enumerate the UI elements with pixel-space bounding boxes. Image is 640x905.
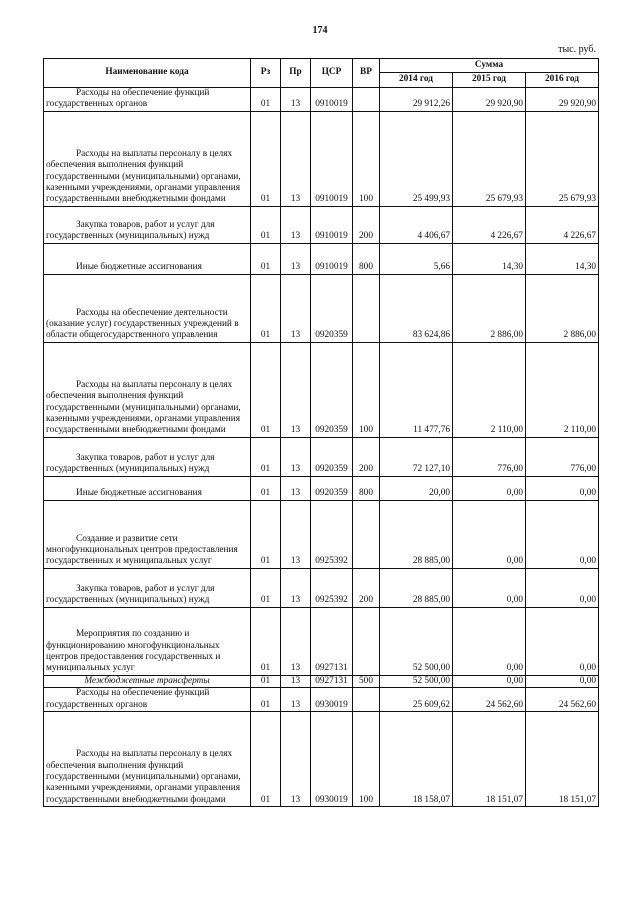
- row-rz: 01: [251, 500, 281, 568]
- row-csr: 0927131: [311, 607, 353, 675]
- row-pr: 13: [281, 274, 311, 342]
- row-pr: 13: [281, 688, 311, 712]
- row-2014: 52 500,00: [380, 607, 453, 675]
- row-rz: 01: [251, 243, 281, 274]
- table-row: [44, 500, 599, 568]
- row-csr: 0910019: [311, 243, 353, 274]
- row-name: Закупка товаров, работ и услуг для государственных (муниципальных) нужд: [44, 206, 251, 243]
- row-name: Расходы на обеспечение функций государственных органов: [44, 688, 251, 712]
- row-name: Иные бюджетные ассигнования: [44, 476, 251, 500]
- row-2015: 25 679,93: [453, 111, 526, 206]
- row-name: Закупка товаров, работ и услуг для государственных (муниципальных) нужд: [44, 568, 251, 607]
- row-csr: 0930019: [311, 688, 353, 712]
- row-2014: 72 127,10: [380, 437, 453, 476]
- row-2014: 52 500,00: [380, 675, 453, 687]
- row-pr: 13: [281, 675, 311, 687]
- col-header-rz: Рз: [251, 59, 281, 88]
- row-vr: 500: [353, 675, 380, 687]
- row-csr: 0910019: [311, 206, 353, 243]
- row-2015: 0,00: [453, 675, 526, 687]
- row-2015: 18 151,07: [453, 712, 526, 807]
- row-rz: 01: [251, 607, 281, 675]
- units-label: тыс. руб.: [558, 44, 596, 55]
- row-vr: 800: [353, 476, 380, 500]
- row-vr: 200: [353, 437, 380, 476]
- row-2016: 18 151,07: [526, 712, 599, 807]
- row-2015: 0,00: [453, 568, 526, 607]
- row-2016: 2 110,00: [526, 342, 599, 437]
- row-pr: 13: [281, 243, 311, 274]
- row-2016: 25 679,93: [526, 111, 599, 206]
- row-pr: 13: [281, 87, 311, 111]
- row-2016: 0,00: [526, 500, 599, 568]
- row-rz: 01: [251, 274, 281, 342]
- row-rz: 01: [251, 111, 281, 206]
- row-pr: 13: [281, 500, 311, 568]
- row-2014: 29 912,26: [380, 87, 453, 111]
- row-name: Расходы на выплаты персоналу в целях обеспечения выполнения функций государственными (муниципальными) органами, казенными учреждениями, органами управления государственными внебюджетными фондами: [44, 712, 251, 807]
- row-name: Расходы на выплаты персоналу в целях обеспечения выполнения функций государственными (муниципальными) органами, казенными учреждениями, органами управления государственными внебюджетными фондами: [44, 342, 251, 437]
- row-vr: 200: [353, 568, 380, 607]
- table-row: [44, 712, 599, 807]
- table-row: [44, 274, 599, 342]
- row-vr: 100: [353, 712, 380, 807]
- table-row: [44, 688, 599, 712]
- table-row: [44, 675, 599, 687]
- col-header-2014: 2014 год: [380, 73, 453, 87]
- row-2014: 11 477,76: [380, 342, 453, 437]
- col-header-pr: Пр: [281, 59, 311, 88]
- table-row: [44, 243, 599, 274]
- table-row: [44, 476, 599, 500]
- row-2015: 29 920,90: [453, 87, 526, 111]
- row-vr: [353, 87, 380, 111]
- row-vr: [353, 274, 380, 342]
- row-pr: 13: [281, 206, 311, 243]
- row-2016: 14,30: [526, 243, 599, 274]
- row-pr: 13: [281, 437, 311, 476]
- row-2014: 28 885,00: [380, 500, 453, 568]
- row-csr: 0920359: [311, 274, 353, 342]
- row-2014: 5,66: [380, 243, 453, 274]
- row-2015: 776,00: [453, 437, 526, 476]
- row-csr: 0920359: [311, 342, 353, 437]
- row-pr: 13: [281, 568, 311, 607]
- row-vr: [353, 500, 380, 568]
- row-pr: 13: [281, 111, 311, 206]
- row-2016: 0,00: [526, 568, 599, 607]
- row-vr: [353, 607, 380, 675]
- row-2015: 0,00: [453, 607, 526, 675]
- row-csr: 0927131: [311, 675, 353, 687]
- row-2016: 24 562,60: [526, 688, 599, 712]
- row-vr: 100: [353, 111, 380, 206]
- row-2014: 28 885,00: [380, 568, 453, 607]
- row-name: Мероприятия по созданию и функционированию многофункциональных центров предоставления государственных и муниципальных услуг: [44, 607, 251, 675]
- row-2016: 0,00: [526, 476, 599, 500]
- row-name: Иные бюджетные ассигнования: [44, 243, 251, 274]
- row-name: Закупка товаров, работ и услуг для государственных (муниципальных) нужд: [44, 437, 251, 476]
- row-2014: 83 624,86: [380, 274, 453, 342]
- row-name: Межбюджетные трансферты: [44, 675, 251, 687]
- row-csr: 0920359: [311, 437, 353, 476]
- row-2014: 25 499,93: [380, 111, 453, 206]
- table-row: [44, 342, 599, 437]
- row-rz: 01: [251, 342, 281, 437]
- row-rz: 01: [251, 437, 281, 476]
- row-name: Расходы на выплаты персоналу в целях обеспечения выполнения функций государственными (муниципальными) органами, казенными учреждениями, органами управления государственными внебюджетными фондами: [44, 111, 251, 206]
- row-name: Создание и развитие сети многофункциональных центров предоставления государственных и муниципальных услуг: [44, 500, 251, 568]
- row-vr: 200: [353, 206, 380, 243]
- row-2015: 2 110,00: [453, 342, 526, 437]
- row-rz: 01: [251, 206, 281, 243]
- col-header-vr: ВР: [353, 59, 380, 88]
- page-number: 174: [312, 25, 328, 36]
- table-row: [44, 568, 599, 607]
- col-header-2015: 2015 год: [453, 73, 526, 87]
- row-rz: 01: [251, 568, 281, 607]
- row-vr: 100: [353, 342, 380, 437]
- row-csr: 0910019: [311, 87, 353, 111]
- row-csr: 0925392: [311, 500, 353, 568]
- budget-table: [43, 58, 599, 807]
- col-header-csr: ЦСР: [311, 59, 353, 88]
- col-header-name: Наименование кода: [44, 59, 251, 88]
- header-row: [44, 59, 599, 73]
- row-2016: 2 886,00: [526, 274, 599, 342]
- table-row: [44, 206, 599, 243]
- row-name: Расходы на обеспечение деятельности (оказание услуг) государственных учреждений в области общегосударственного управления: [44, 274, 251, 342]
- row-2016: 29 920,90: [526, 87, 599, 111]
- row-vr: [353, 688, 380, 712]
- row-pr: 13: [281, 607, 311, 675]
- row-rz: 01: [251, 87, 281, 111]
- row-2015: 0,00: [453, 500, 526, 568]
- row-2015: 4 226,67: [453, 206, 526, 243]
- col-header-sum: Сумма: [380, 59, 599, 73]
- row-rz: 01: [251, 476, 281, 500]
- row-rz: 01: [251, 712, 281, 807]
- row-2015: 24 562,60: [453, 688, 526, 712]
- row-pr: 13: [281, 712, 311, 807]
- row-vr: 800: [353, 243, 380, 274]
- row-2015: 14,30: [453, 243, 526, 274]
- row-2014: 4 406,67: [380, 206, 453, 243]
- col-header-2016: 2016 год: [526, 73, 599, 87]
- row-csr: 0925392: [311, 568, 353, 607]
- row-2014: 18 158,07: [380, 712, 453, 807]
- row-2015: 0,00: [453, 476, 526, 500]
- row-pr: 13: [281, 476, 311, 500]
- row-name: Расходы на обеспечение функций государственных органов: [44, 87, 251, 111]
- row-csr: 0910019: [311, 111, 353, 206]
- row-csr: 0920359: [311, 476, 353, 500]
- row-2016: 0,00: [526, 675, 599, 687]
- row-2015: 2 886,00: [453, 274, 526, 342]
- row-pr: 13: [281, 342, 311, 437]
- table-row: [44, 437, 599, 476]
- row-2016: 4 226,67: [526, 206, 599, 243]
- table-row: [44, 87, 599, 111]
- row-2014: 25 609,62: [380, 688, 453, 712]
- row-2016: 0,00: [526, 607, 599, 675]
- row-rz: 01: [251, 688, 281, 712]
- row-2016: 776,00: [526, 437, 599, 476]
- row-2014: 20,00: [380, 476, 453, 500]
- table-row: [44, 607, 599, 675]
- row-csr: 0930019: [311, 712, 353, 807]
- table-row: [44, 111, 599, 206]
- row-rz: 01: [251, 675, 281, 687]
